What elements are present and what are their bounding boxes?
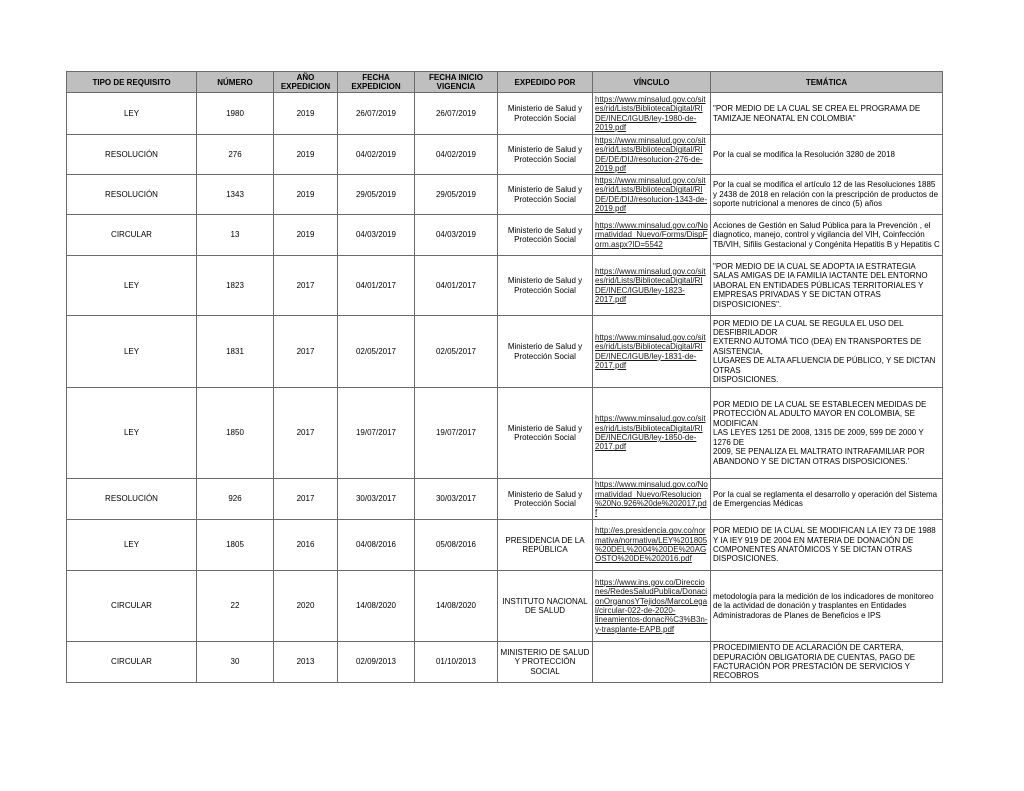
- table-row: [67, 520, 943, 571]
- cell-fecha-expedicion: 04/01/2017: [338, 256, 415, 316]
- cell-tipo: LEY: [67, 93, 197, 135]
- table-row: [67, 388, 943, 479]
- cell-tipo: CIRCULAR: [67, 571, 197, 642]
- cell-vinculo-link[interactable]: https://www.minsalud.gov.co/sites/rid/Lists/BibliotecaDigital/RIDE/DE/DIJ/resolucion-1343-de-2019.pdf: [593, 175, 711, 215]
- cell-tematica: "POR MEDIO DE IA CUAL SE ADOPTA IA ESTRATEGIA SALAS AMIGAS DE IA FAMILIA IACTANTE DEL ENTORNO IABORAL EN ENTIDADES PÚBLICAS TERRITORIALES Y EMPRESAS PRIVADAS Y SE DICTAN OTRAS DISPOSICIONES".: [711, 256, 943, 316]
- cell-vinculo-link[interactable]: https://www.minsalud.gov.co/sites/rid/Lists/BibliotecaDigital/RIDE/DE/DIJ/resolucion-276-de-2019.pdf: [593, 135, 711, 175]
- cell-fecha-vigencia: 14/08/2020: [415, 571, 498, 642]
- cell-vinculo-link[interactable]: https://www.minsalud.gov.co/sites/rid/Lists/BibliotecaDigital/RIDE/INEC/IGUB/ley-1823-2017.pdf: [593, 256, 711, 316]
- cell-numero: 13: [197, 215, 274, 256]
- cell-vinculo-link[interactable]: [593, 642, 711, 683]
- cell-tematica: Por la cual se modifica la Resolución 3280 de 2018: [711, 135, 943, 175]
- cell-fecha-vigencia: 02/05/2017: [415, 316, 498, 388]
- cell-tipo: LEY: [67, 316, 197, 388]
- cell-fecha-vigencia: 30/03/2017: [415, 479, 498, 520]
- header-expedido-por: EXPEDIDO POR: [498, 72, 593, 93]
- table-row: [67, 571, 943, 642]
- cell-tematica: POR MEDIO DE IA CUAL SE MODIFICAN LA IEY 73 DE 1988 Y IA IEY 919 DE 2004 EN MATERIA DE DONACIÓN DE COMPONENTES ANATÓMICOS Y SE DICTAN OTRAS DISPOSICIONES.: [711, 520, 943, 571]
- header-numero: NÚMERO: [197, 72, 274, 93]
- cell-fecha-vigencia: 04/03/2019: [415, 215, 498, 256]
- cell-anio: 2019: [274, 215, 338, 256]
- cell-numero: 926: [197, 479, 274, 520]
- requirements-table: [66, 71, 943, 683]
- cell-expedido-por: Ministerio de Salud y Protección Social: [498, 135, 593, 175]
- cell-anio: 2019: [274, 135, 338, 175]
- cell-tipo: LEY: [67, 520, 197, 571]
- cell-fecha-vigencia: 05/08/2016: [415, 520, 498, 571]
- cell-fecha-vigencia: 29/05/2019: [415, 175, 498, 215]
- cell-tipo: RESOLUCIÓN: [67, 479, 197, 520]
- table-header-row: [67, 72, 943, 93]
- cell-tematica: metodología para la medición de los indicadores de monitoreo de la actividad de donación y trasplantes en Entidades Administradoras de Planes de Beneficios e IPS: [711, 571, 943, 642]
- cell-numero: 1805: [197, 520, 274, 571]
- header-fecha-expedicion: FECHA EXPEDICION: [338, 72, 415, 93]
- cell-fecha-vigencia: 26/07/2019: [415, 93, 498, 135]
- cell-vinculo-link[interactable]: https://www.minsalud.gov.co/sites/rid/Lists/BibliotecaDigital/RIDE/INEC/IGUB/ley-1850-de-2017.pdf: [593, 388, 711, 479]
- cell-fecha-expedicion: 19/07/2017: [338, 388, 415, 479]
- cell-tematica: Por la cual se reglamenta el desarrollo y operación del Sistema de Emergencias Médicas: [711, 479, 943, 520]
- cell-expedido-por: INSTITUTO NACIONAL DE SALUD: [498, 571, 593, 642]
- cell-numero: 1831: [197, 316, 274, 388]
- cell-tematica: "POR MEDIO DE LA CUAL SE CREA EL PROGRAMA DE TAMIZAJE NEONATAL EN COLOMBIA": [711, 93, 943, 135]
- cell-fecha-expedicion: 26/07/2019: [338, 93, 415, 135]
- cell-anio: 2017: [274, 256, 338, 316]
- cell-fecha-expedicion: 04/08/2016: [338, 520, 415, 571]
- cell-expedido-por: Ministerio de Salud y Protección Social: [498, 93, 593, 135]
- table-row: [67, 256, 943, 316]
- cell-expedido-por: Ministerio de Salud y Protección Social: [498, 388, 593, 479]
- cell-numero: 1343: [197, 175, 274, 215]
- table-row: [67, 135, 943, 175]
- cell-numero: 1823: [197, 256, 274, 316]
- cell-tematica: Acciones de Gestión en Salud Pública para la Prevención , el diagnotico, manejo, control y vigilancia del VIH, Coinfección TB/VIH, Sifilis Gestacional y Congénita Hepatitis B y Hepatitis C: [711, 215, 943, 256]
- cell-expedido-por: Ministerio de Salud y Protección Social: [498, 215, 593, 256]
- cell-tipo: CIRCULAR: [67, 642, 197, 683]
- cell-numero: 1980: [197, 93, 274, 135]
- table-row: [67, 316, 943, 388]
- cell-numero: 1850: [197, 388, 274, 479]
- cell-anio: 2020: [274, 571, 338, 642]
- cell-numero: 276: [197, 135, 274, 175]
- cell-tematica: POR MEDIO DE LA CUAL SE REGULA EL USO DEL DESFIBRILADOR EXTERNO AUTOMÁ TICO (DEA) EN TRANSPORTES DE ASISTENCIA, LUGARES DE ALTA AFLUENCIA DE PÚBLICO, Y SE DICTAN OTRAS DISPOSICIONES.: [711, 316, 943, 388]
- cell-fecha-expedicion: 30/03/2017: [338, 479, 415, 520]
- table-row: [67, 175, 943, 215]
- cell-tipo: LEY: [67, 256, 197, 316]
- table-row: [67, 215, 943, 256]
- cell-fecha-expedicion: 02/05/2017: [338, 316, 415, 388]
- cell-anio: 2016: [274, 520, 338, 571]
- cell-anio: 2019: [274, 93, 338, 135]
- cell-expedido-por: Ministerio de Salud y Protección Social: [498, 175, 593, 215]
- cell-anio: 2017: [274, 316, 338, 388]
- cell-fecha-expedicion: 04/03/2019: [338, 215, 415, 256]
- cell-vinculo-link[interactable]: https://www.minsalud.gov.co/Normatividad_Nuevo/Resolucion%20No.926%20de%202017.pdf: [593, 479, 711, 520]
- cell-tematica: PROCEDIMIENTO DE ACLARACIÓN DE CARTERA, DEPURACIÓN OBLIGATORIA DE CUENTAS, PAGO DE FACTURACIÓN POR PRESTACIÓN DE SERVICIOS Y RECOBROS: [711, 642, 943, 683]
- cell-anio: 2019: [274, 175, 338, 215]
- cell-fecha-vigencia: 04/02/2019: [415, 135, 498, 175]
- cell-fecha-vigencia: 01/10/2013: [415, 642, 498, 683]
- cell-expedido-por: Ministerio de Salud y Protección Social: [498, 316, 593, 388]
- header-fecha-vigencia: FECHA INICIO VIGENCIA: [415, 72, 498, 93]
- cell-fecha-vigencia: 04/01/2017: [415, 256, 498, 316]
- cell-vinculo-link[interactable]: https://www.minsalud.gov.co/sites/rid/Lists/BibliotecaDigital/RIDE/INEC/IGUB/ley-1831-de-2017.pdf: [593, 316, 711, 388]
- header-tipo: TIPO DE REQUISITO: [67, 72, 197, 93]
- cell-vinculo-link[interactable]: http://es.presidencia.gov.co/normativa/normativa/LEY%201805%20DEL%2004%20DE%20AGOSTO%20DE%202016.pdf: [593, 520, 711, 571]
- cell-numero: 22: [197, 571, 274, 642]
- cell-vinculo-link[interactable]: https://www.ins.gov.co/Direcciones/RedesSaludPublica/DonacionOrganosYTejidos/MarcoLegal/circular-022-de-2020-lineamientos-donaci%C3%B3n-y-trasplante-EAPB.pdf: [593, 571, 711, 642]
- cell-fecha-expedicion: 29/05/2019: [338, 175, 415, 215]
- cell-fecha-expedicion: 14/08/2020: [338, 571, 415, 642]
- cell-expedido-por: Ministerio de Salud y Protección Social: [498, 479, 593, 520]
- table-row: [67, 642, 943, 683]
- header-vinculo: VÍNCULO: [593, 72, 711, 93]
- cell-expedido-por: MINISTERIO DE SALUD Y PROTECCIÓN SOCIAL: [498, 642, 593, 683]
- table-row: [67, 479, 943, 520]
- cell-anio: 2017: [274, 479, 338, 520]
- cell-anio: 2017: [274, 388, 338, 479]
- cell-expedido-por: Ministerio de Salud y Protección Social: [498, 256, 593, 316]
- cell-numero: 30: [197, 642, 274, 683]
- cell-tipo: LEY: [67, 388, 197, 479]
- cell-fecha-expedicion: 04/02/2019: [338, 135, 415, 175]
- cell-fecha-vigencia: 19/07/2017: [415, 388, 498, 479]
- cell-vinculo-link[interactable]: https://www.minsalud.gov.co/sites/rid/Lists/BibliotecaDigital/RIDE/INEC/IGUB/ley-1980-de-2019.pdf: [593, 93, 711, 135]
- cell-tematica: Por la cual se modifica el artículo 12 de las Resoluciones 1885 y 2438 de 2018 en relación con la prescripción de productos de soporte nutricional a menores de cinco (5) años: [711, 175, 943, 215]
- cell-vinculo-link[interactable]: https://www.minsalud.gov.co/Normatividad_Nuevo/Forms/DispForm.aspx?ID=5542: [593, 215, 711, 256]
- cell-tipo: RESOLUCIÓN: [67, 135, 197, 175]
- header-tematica: TEMÁTICA: [711, 72, 943, 93]
- cell-tipo: RESOLUCIÓN: [67, 175, 197, 215]
- cell-tipo: CIRCULAR: [67, 215, 197, 256]
- cell-tematica: POR MEDIO DE LA CUAL SE ESTABLECEN MEDIDAS DE PROTECCIÓN AL ADULTO MAYOR EN COLOMBIA, SE MODIFICAN LAS LEYES 1251 DE 2008, 1315 DE 2009, 599 DE 2000 Y 1276 DE 2009, SE PENALIZA EL MALTRATO INTRAFAMILIAR POR ABANDONO Y SE DICTAN OTRAS DISPOSICIONES.': [711, 388, 943, 479]
- table-row: [67, 93, 943, 135]
- cell-expedido-por: PRESIDENCIA DE LA REPÚBLICA: [498, 520, 593, 571]
- cell-anio: 2013: [274, 642, 338, 683]
- header-anio: AÑO EXPEDICION: [274, 72, 338, 93]
- cell-fecha-expedicion: 02/09/2013: [338, 642, 415, 683]
